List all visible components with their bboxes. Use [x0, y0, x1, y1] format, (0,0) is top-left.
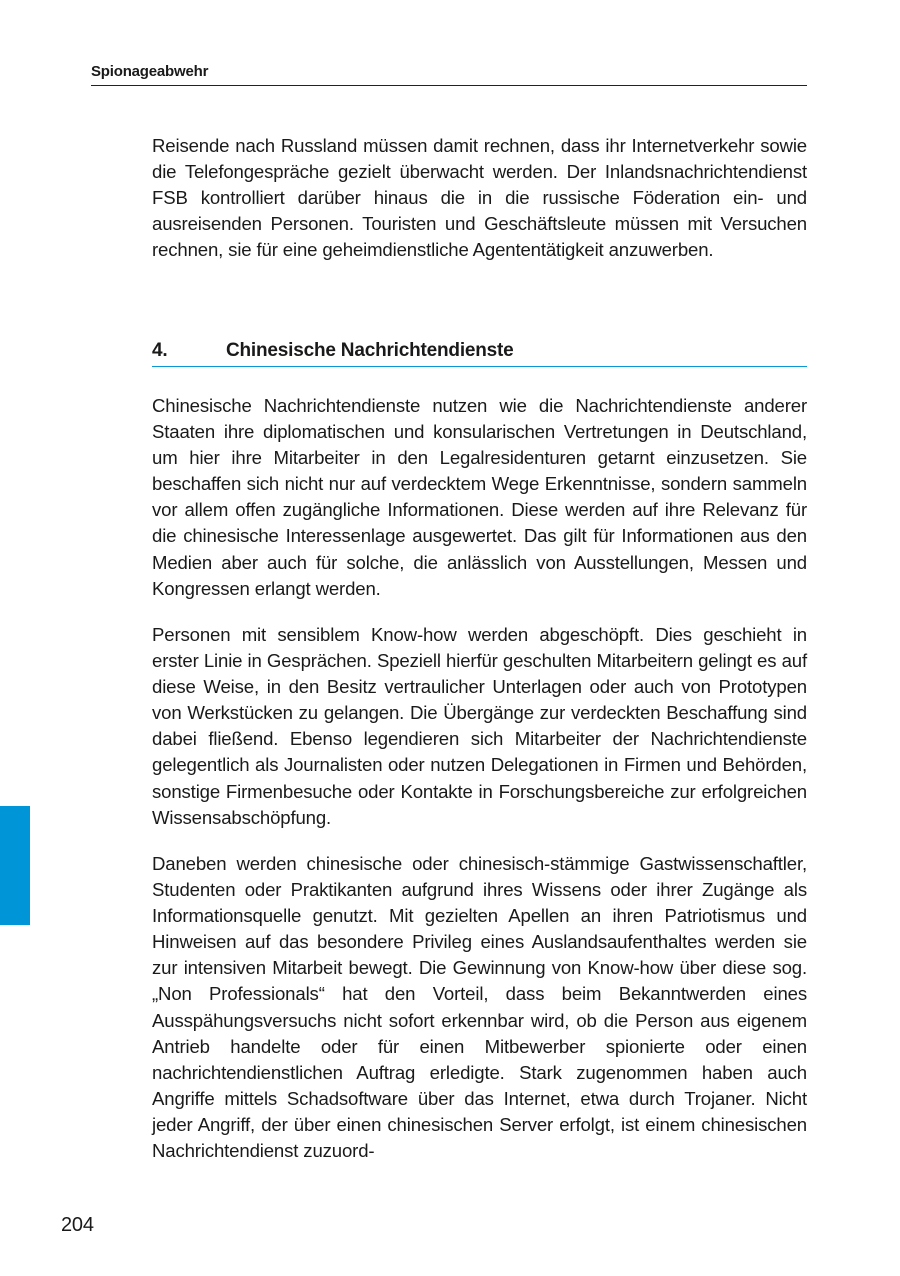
chapter-thumb-tab — [0, 806, 30, 925]
body-paragraph-3: Daneben werden chinesische oder chinesisch-stämmige Gastwissenschaftler, Studenten oder Praktikanten aufgrund ihres Wissens oder ihrer Zugänge als Informationsquelle genutzt. Mit gezielten Apellen an ihren Patriotismus und Hinweisen auf das besondere Privileg eines Auslandsaufenthaltes werden sie zur intensiven Mitarbeit bewegt. Die Gewinnung von Know-how über diese sog. „Non Professionals“ hat den Vorteil, dass beim Bekanntwerden eines Ausspähungsversuchs nicht sofort erkennbar wird, ob die Person aus eigenem Antrieb handelte oder für einen Mitbewerber spionierte oder einen nachrichtendienstlichen Auftrag erledigte. Stark zugenommen haben auch Angriffe mittels Schadsoftware über das Internet, etwa durch Trojaner. Nicht jeder Angriff, der über einen chinesischen Server erfolgt, ist einem chinesischen Nachrichtendienst zuzuord- — [152, 853, 807, 1162]
section-heading-underline — [152, 366, 807, 367]
page-number: 204 — [61, 1214, 94, 1236]
header-divider — [91, 85, 807, 86]
section-heading — [152, 340, 807, 366]
body-paragraph-1: Chinesische Nachrichtendienste nutzen wie die Nachrichtendienste anderer Staaten ihre diplomatischen und konsularischen Vertretungen in Deutschland, um hier ihre Mitarbeiter in den Legalresidenturen getarnt einzusetzen. Sie beschaffen sich nicht nur auf verdecktem Wege Erkenntnisse, sondern sammeln vor allem offen zugängliche Informationen. Diese werden auf ihre Relevanz für die chinesische Interessenlage ausgewertet. Das gilt für Informationen aus den Medien aber auch für solche, die anlässlich von Ausstellungen, Messen und Kongressen erlangt werden. — [152, 395, 807, 599]
intro-paragraph: Reisende nach Russland müssen damit rechnen, dass ihr Internetverkehr sowie die Telefongespräche gezielt überwacht werden. Der Inlandsnachrichtendienst FSB kontrolliert darüber hinaus die in die russische Föderation ein- und ausreisenden Personen. Touristen und Geschäftsleute müssen mit Versuchen rechnen, sie für eine geheimdienstliche Agententätigkeit anzuwerben. — [152, 135, 807, 261]
section-title: Chinesische Nachrichtendienste — [226, 340, 514, 361]
body-paragraph-2: Personen mit sensiblem Know-how werden abgeschöpft. Dies geschieht in erster Linie in Gesprächen. Speziell hierfür geschulten Mitarbeitern gelingt es auf diese Weise, in den Besitz vertraulicher Unterlagen oder auch von Prototypen von Werkstücken zu gelangen. Die Übergänge zur verdeckten Beschaffung sind dabei fließend. Ebenso legendieren sich Mitarbeiter der Nachrichtendienste gelegentlich als Journalisten oder nutzen Delegationen in Firmen und Behörden, sonstige Firmenbesuche oder Kontakte in Forschungsbereiche zur erfolgreichen Wissensabschöpfung. — [152, 624, 807, 828]
running-header-title: Spionageabwehr — [91, 63, 209, 80]
section-number: 4. — [152, 340, 168, 361]
